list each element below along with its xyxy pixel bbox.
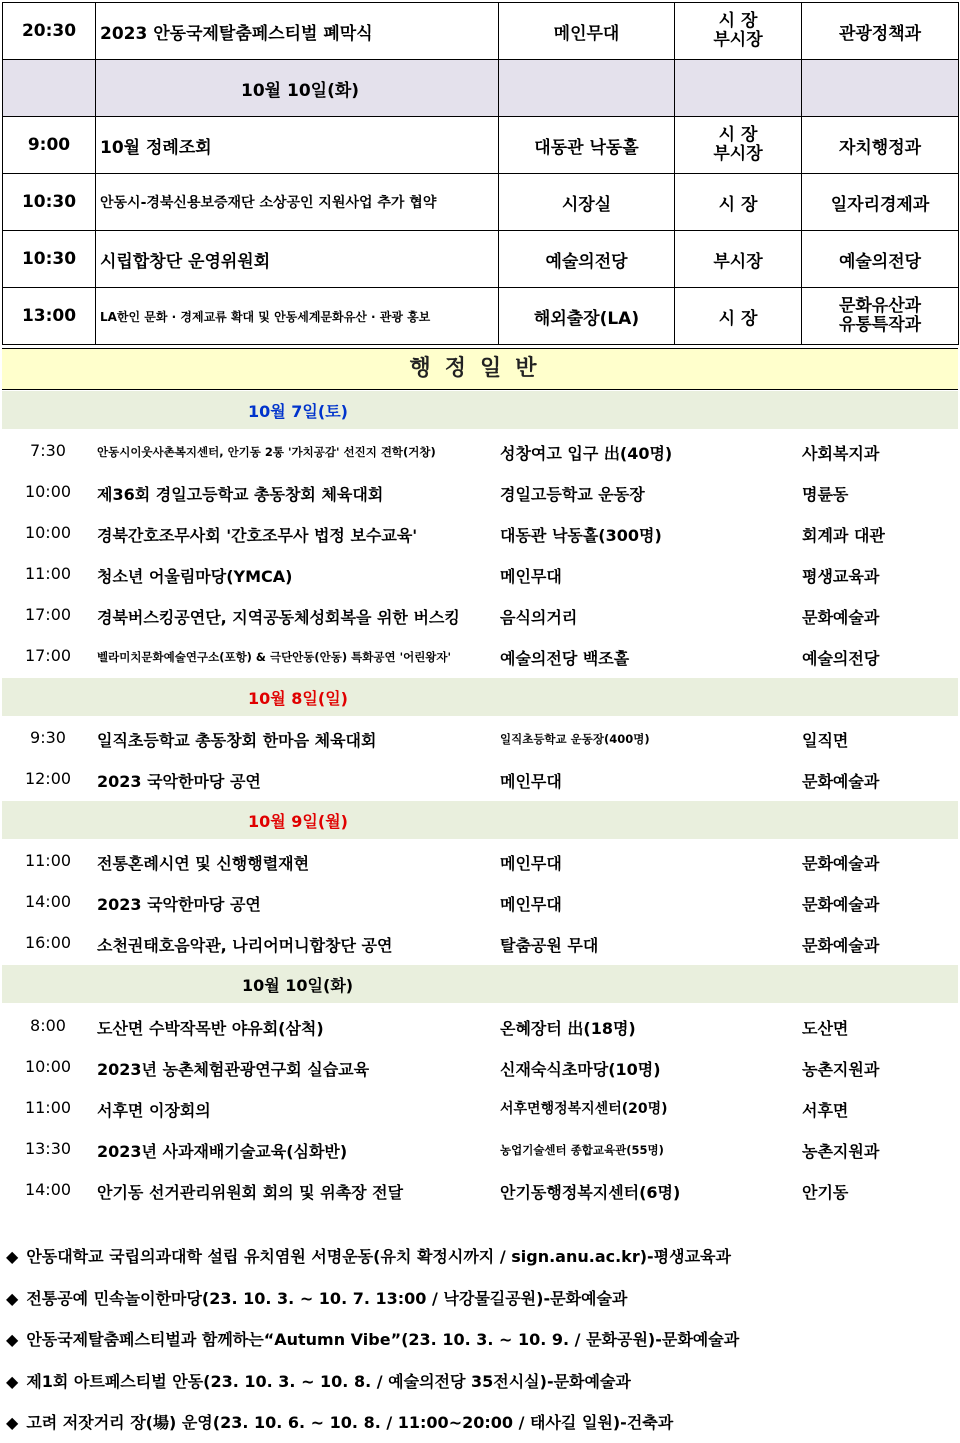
dept: 사회복지과 — [802, 444, 880, 463]
time: 12:00 — [24, 769, 72, 788]
day-row — [2, 391, 958, 429]
list-item — [2, 431, 958, 472]
dept: 농촌지원과 — [802, 1142, 880, 1161]
place: 대동관 낙동홀(300명) — [500, 526, 662, 545]
time-cell: 13:00 — [3, 288, 96, 345]
place: 농업기술센터 종합교육관(55명) — [500, 1143, 664, 1157]
day-header: 10월 10일(화) — [96, 60, 499, 117]
time: 11:00 — [24, 851, 72, 870]
time: 14:00 — [24, 1180, 72, 1199]
event: 2023년 농촌체험관광연구회 실습교육 — [97, 1060, 370, 1079]
list-item — [2, 513, 958, 554]
dept: 문화예술과 — [802, 895, 880, 914]
dept: 서후면 — [802, 1101, 849, 1120]
attendee-cell: 부시장 — [675, 231, 802, 288]
time: 17:00 — [24, 605, 72, 624]
dept-cell: 자치행정과 — [802, 117, 959, 174]
event: 제36회 경일고등학교 총동창회 체육대회 — [97, 485, 384, 504]
list-item — [2, 1047, 958, 1088]
time-cell: 10:30 — [3, 231, 96, 288]
place-cell: 시장실 — [499, 174, 675, 231]
event: 전통혼례시연 및 신행행렬재현 — [97, 854, 310, 873]
event: 청소년 어울림마당(YMCA) — [97, 567, 293, 586]
time: 10:00 — [24, 1057, 72, 1076]
day-label: 10월 10일(화) — [242, 976, 354, 995]
event: 벨라미치문화예술연구소(포항) & 극단안동(안동) 특화공연 '어린왕자' — [97, 650, 452, 664]
place: 음식의거리 — [500, 608, 578, 627]
bullet-icon: ◆ — [6, 1372, 19, 1391]
day-row — [2, 965, 958, 1003]
list-item — [2, 1088, 958, 1129]
event: 안기동 선거관리위원회 회의 및 위촉장 전달 — [97, 1183, 404, 1202]
event: 2023 국악한마당 공연 — [97, 895, 261, 914]
event: 서후면 이장회의 — [97, 1101, 211, 1120]
time: 9:30 — [30, 728, 66, 747]
place: 메인무대 — [500, 895, 562, 914]
dept: 회계과 대관 — [802, 526, 885, 545]
time-cell: 20:30 — [3, 3, 96, 60]
note-text: 안동국제탈춤페스티벌과 함께하는“Autumn Vibe”(23. 10. 3. ~ 10. 9. / 문화공원)-문화예술과 — [26, 1330, 740, 1349]
attendee-cell: 시 장 — [675, 174, 802, 231]
time: 13:30 — [24, 1139, 72, 1158]
event: 경북간호조무사회 '간호조무사 법정 보수교육' — [97, 526, 418, 545]
place: 경일고등학교 운동장 — [500, 485, 645, 504]
list-item — [2, 759, 958, 800]
list-item — [2, 595, 958, 636]
list-item — [2, 554, 958, 595]
note-item — [6, 1410, 673, 1440]
dept: 농촌지원과 — [802, 1060, 880, 1079]
dept-cell: 관광정책과 — [802, 3, 959, 60]
attendee-text: 시 장 부시장 — [713, 125, 763, 164]
dept-cell — [802, 288, 959, 345]
dept-cell: 예술의전당 — [802, 231, 959, 288]
list-item — [2, 718, 958, 759]
day-row — [2, 801, 958, 839]
time: 10:00 — [24, 523, 72, 542]
dept: 예술의전당 — [802, 649, 880, 668]
dept: 문화예술과 — [802, 608, 880, 627]
note-text: 전통공예 민속놀이한마당(23. 10. 3. ~ 10. 7. 13:00 / 낙강물길공원)-문화예술과 — [26, 1289, 628, 1308]
time: 8:00 — [30, 1016, 66, 1035]
dept: 평생교육과 — [802, 567, 880, 586]
dept-text: 문화유산과 유통특작과 — [838, 296, 922, 335]
event: 소천권태호음악관, 나리어머니합창단 공연 — [97, 936, 393, 955]
list-item — [2, 1006, 958, 1047]
dept: 명륜동 — [802, 485, 849, 504]
bullet-icon: ◆ — [6, 1413, 19, 1432]
list-item — [2, 1170, 958, 1211]
list-item — [2, 636, 958, 677]
event-cell: 2023 안동국제탈춤페스티벌 폐막식 — [96, 3, 499, 60]
time-cell: 10:30 — [3, 174, 96, 231]
note-text: 안동대학교 국립의과대학 설립 유치염원 서명운동(유치 확정시까지 / sign.anu.ac.kr)-평생교육과 — [26, 1247, 731, 1266]
dept: 일직면 — [802, 731, 849, 750]
note-item — [6, 1286, 627, 1316]
section-banner: 행정일반 — [2, 348, 958, 390]
list-item — [2, 472, 958, 513]
note-item — [6, 1369, 631, 1399]
time: 11:00 — [24, 564, 72, 583]
dept: 문화예술과 — [802, 936, 880, 955]
schedule-row — [3, 174, 959, 231]
schedule-row — [3, 117, 959, 174]
event-cell: 10월 정례조회 — [96, 117, 499, 174]
bullet-icon: ◆ — [6, 1247, 19, 1266]
list-item — [2, 841, 958, 882]
place-cell: 대동관 낙동홀 — [499, 117, 675, 174]
day-row — [2, 678, 958, 716]
place: 안기동행정복지센터(6명) — [500, 1183, 681, 1202]
dept: 문화예술과 — [802, 772, 880, 791]
dept-cell: 일자리경제과 — [802, 174, 959, 231]
time: 16:00 — [24, 933, 72, 952]
place-cell: 예술의전당 — [499, 231, 675, 288]
place-cell: 메인무대 — [499, 3, 675, 60]
place: 메인무대 — [500, 854, 562, 873]
time-cell: 9:00 — [3, 117, 96, 174]
list-item — [2, 923, 958, 964]
schedule-row — [3, 288, 959, 345]
event-cell: LA한인 문화 · 경제교류 확대 및 안동세계문화유산 · 관광 홍보 — [96, 288, 499, 345]
event-cell: 안동시-경북신용보증재단 소상공인 지원사업 추가 협약 — [96, 174, 499, 231]
time: 11:00 — [24, 1098, 72, 1117]
note-text: 고려 저잣거리 장(場) 운영(23. 10. 6. ~ 10. 8. / 11:00~20:00 / 태사길 일원)-건축과 — [26, 1413, 674, 1432]
dept: 문화예술과 — [802, 854, 880, 873]
day-label: 10월 7일(토) — [248, 402, 348, 421]
day-label: 10월 8일(일) — [248, 689, 348, 708]
time: 7:30 — [30, 441, 66, 460]
event: 안동시이웃사촌복지센터, 안기동 2통 '가치공감' 선진지 견학(거창) — [97, 445, 436, 459]
event: 경북버스킹공연단, 지역공동체성회복을 위한 버스킹 — [97, 608, 460, 627]
place: 신재숙식초마당(10명) — [500, 1060, 661, 1079]
dept: 안기동 — [802, 1183, 849, 1202]
schedule-table — [2, 2, 959, 345]
time: 17:00 — [24, 646, 72, 665]
day-label: 10월 9일(월) — [248, 812, 348, 831]
list-item — [2, 1129, 958, 1170]
schedule-row — [3, 231, 959, 288]
dept: 도산면 — [802, 1019, 849, 1038]
place: 일직초등학교 운동장(400명) — [500, 732, 650, 746]
place: 메인무대 — [500, 772, 562, 791]
place: 예술의전당 백조홀 — [500, 649, 630, 668]
bullet-icon: ◆ — [6, 1330, 19, 1349]
note-item — [6, 1327, 739, 1357]
note-text: 제1회 아트페스티벌 안동(23. 10. 3. ~ 10. 8. / 예술의전당 35전시실)-문화예술과 — [26, 1372, 631, 1391]
schedule-row — [3, 3, 959, 60]
place: 성창여고 입구 出(40명) — [500, 444, 673, 463]
place: 서후면행정복지센터(20명) — [500, 1101, 668, 1117]
attendee-cell — [675, 3, 802, 60]
place: 온혜장터 出(18명) — [500, 1019, 636, 1038]
note-item — [6, 1244, 731, 1274]
event: 2023년 사과재배기술교육(심화반) — [97, 1142, 348, 1161]
event: 일직초등학교 총동창회 한마음 체육대회 — [97, 731, 377, 750]
attendee-cell: 시 장 — [675, 288, 802, 345]
attendee-text: 시 장 부시장 — [713, 11, 763, 50]
bullet-icon: ◆ — [6, 1289, 19, 1308]
list-item — [2, 882, 958, 923]
day-header-row — [3, 60, 959, 117]
event-cell: 시립합창단 운영위원회 — [96, 231, 499, 288]
time: 14:00 — [24, 892, 72, 911]
place: 메인무대 — [500, 567, 562, 586]
attendee-cell — [675, 117, 802, 174]
place-cell: 해외출장(LA) — [499, 288, 675, 345]
event: 도산면 수박작목반 야유회(삼척) — [97, 1019, 324, 1038]
place: 탈춤공원 무대 — [500, 936, 599, 955]
time: 10:00 — [24, 482, 72, 501]
event: 2023 국악한마당 공연 — [97, 772, 261, 791]
